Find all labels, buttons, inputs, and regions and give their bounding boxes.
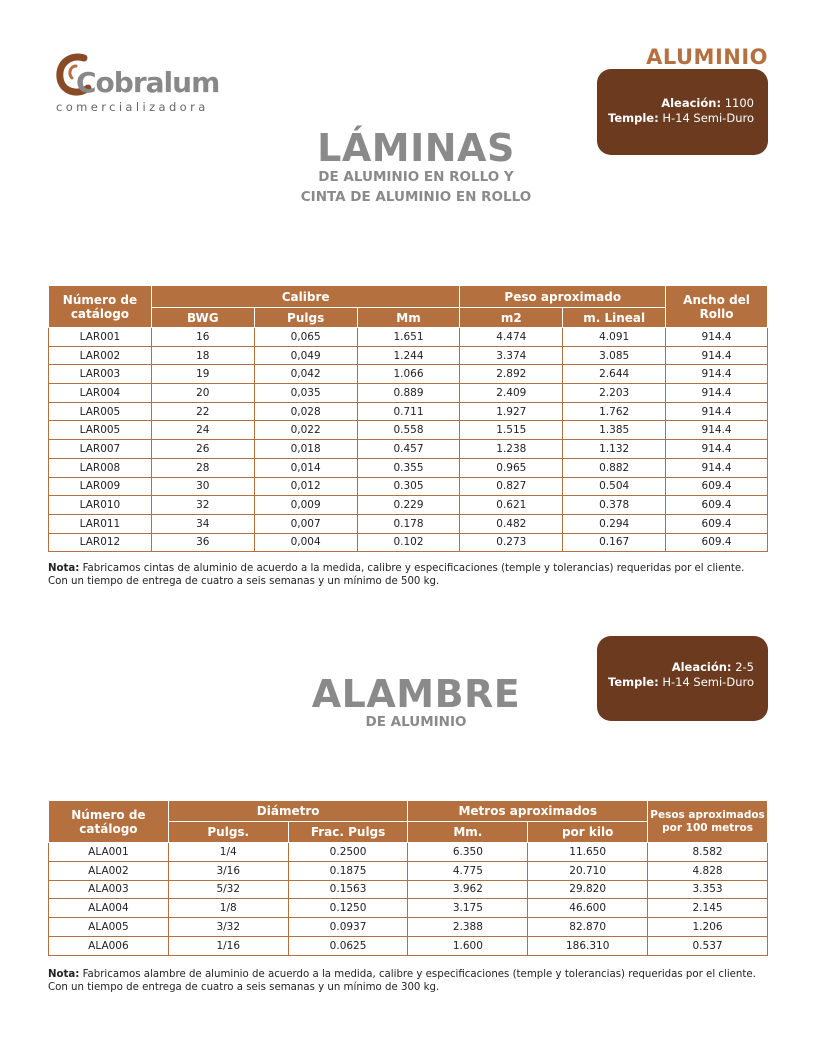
table-row (49, 477, 768, 496)
table-cell: 3.962 (408, 880, 528, 899)
table-cell: 0.102 (357, 533, 460, 552)
table-cell: 36 (151, 533, 254, 552)
table-cell: 1.132 (563, 440, 666, 459)
table-cell: 609.4 (666, 477, 768, 496)
col-header-catalog: Número de catálogo (49, 801, 169, 843)
table-cell: 5/32 (168, 880, 288, 899)
note-label: Nota: (48, 969, 80, 980)
table-cell: 32 (151, 496, 254, 515)
col-header-width: Ancho del Rollo (666, 286, 768, 328)
table-cell: 0.621 (460, 496, 563, 515)
table-cell: ALA003 (49, 880, 169, 899)
col-header-inches: Pulgs. (168, 822, 288, 843)
table-cell: 0.504 (563, 477, 666, 496)
alambre-note (48, 968, 778, 994)
table-row (49, 328, 768, 347)
table-cell: 3/32 (168, 918, 288, 937)
table-cell: LAR012 (49, 533, 152, 552)
table-row (49, 346, 768, 365)
table-cell: 0.305 (357, 477, 460, 496)
table-cell: 1.927 (460, 402, 563, 421)
temper-label: Temple: (608, 110, 659, 125)
col-header-inches: Pulgs (254, 308, 357, 328)
col-header-catalog: Número de catálogo (49, 286, 152, 328)
table-cell: 1.385 (563, 421, 666, 440)
table-cell: 0,022 (254, 421, 357, 440)
col-header-m2: m2 (460, 308, 563, 328)
table-cell: 3/16 (168, 861, 288, 880)
note-text-2: Con un tiempo de entrega de cuatro a seis semanas y un mínimo de 300 kg. (48, 982, 440, 993)
table-cell: 82.870 (528, 918, 648, 937)
table-cell: 609.4 (666, 533, 768, 552)
table-cell: 0.711 (357, 402, 460, 421)
table-cell: 0.0625 (288, 936, 408, 955)
table-cell: 1.238 (460, 440, 563, 459)
table-row (49, 918, 768, 937)
col-header-linear: m. Lineal (563, 308, 666, 328)
note-text-2: Con un tiempo de entrega de cuatro a seis semanas y un mínimo de 500 kg. (48, 576, 440, 587)
table-cell: 609.4 (666, 514, 768, 533)
table-row (49, 899, 768, 918)
table-cell: LAR010 (49, 496, 152, 515)
table-cell: 0.0937 (288, 918, 408, 937)
note-text-1: Fabricamos alambre de aluminio de acuerdo a la medida, calibre y especificaciones (temple y tolerancias) requeridas por el cliente. (82, 969, 756, 980)
table-cell: 4.828 (648, 861, 768, 880)
table-cell: 1.651 (357, 328, 460, 347)
table-row (49, 496, 768, 515)
table-cell: 28 (151, 458, 254, 477)
table-cell: 0,014 (254, 458, 357, 477)
laminas-subtitle-1: DE ALUMINIO EN ROLLO Y (318, 169, 514, 185)
table-cell: 0.294 (563, 514, 666, 533)
table-cell: 2.644 (563, 365, 666, 384)
table-cell: LAR011 (49, 514, 152, 533)
table-cell: 914.4 (666, 365, 768, 384)
table-cell: 0.2500 (288, 843, 408, 862)
table-cell: 186.310 (528, 936, 648, 955)
table-cell: 0,035 (254, 384, 357, 403)
table-cell: 2.388 (408, 918, 528, 937)
table-cell: ALA002 (49, 861, 169, 880)
logo-wordmark: Cobralum (76, 66, 220, 99)
table-cell: 4.474 (460, 328, 563, 347)
table-cell: 0,018 (254, 440, 357, 459)
table-cell: 19 (151, 365, 254, 384)
table-cell: LAR005 (49, 402, 152, 421)
table-cell: 1.600 (408, 936, 528, 955)
table-cell: LAR009 (49, 477, 152, 496)
table-cell: 1.244 (357, 346, 460, 365)
table-cell: LAR005 (49, 421, 152, 440)
table-cell: 914.4 (666, 346, 768, 365)
table-cell: 609.4 (666, 496, 768, 515)
table-row (49, 936, 768, 955)
table-cell: ALA005 (49, 918, 169, 937)
alloy-label: Aleación: (671, 660, 732, 674)
table-cell: 1/8 (168, 899, 288, 918)
table-cell: 0,042 (254, 365, 357, 384)
table-cell: 4.775 (408, 861, 528, 880)
temper-value: H-14 Semi-Duro (662, 110, 754, 125)
logo-tagline: comercializadora (56, 100, 209, 114)
table-cell: 0.178 (357, 514, 460, 533)
table-cell: 0,012 (254, 477, 357, 496)
table-cell: 0.167 (563, 533, 666, 552)
table-cell: 22 (151, 402, 254, 421)
col-header-diameter: Diámetro (168, 801, 408, 822)
col-header-mm: Mm. (408, 822, 528, 843)
table-cell: ALA004 (49, 899, 169, 918)
alambre-subtitle: DE ALUMINIO (365, 714, 467, 730)
laminas-title: LÁMINAS (317, 126, 515, 170)
table-cell: 0.355 (357, 458, 460, 477)
col-header-frac: Frac. Pulgs (288, 822, 408, 843)
temper-value: H-14 Semi-Duro (662, 674, 754, 689)
note-text-1: Fabricamos cintas de aluminio de acuerdo a la medida, calibre y especificaciones (temple y tolerancias) requeridas por el cliente. (82, 563, 745, 574)
temper-label: Temple: (608, 674, 659, 689)
alambre-table (48, 800, 768, 956)
col-header-meters: Metros aproximados (408, 801, 648, 822)
col-header-gauge: Calibre (151, 286, 460, 308)
table-cell: 0.1875 (288, 861, 408, 880)
table-row (49, 365, 768, 384)
table-cell: 1.206 (648, 918, 768, 937)
table-cell: 16 (151, 328, 254, 347)
table-cell: 18 (151, 346, 254, 365)
alloy-label: Aleación: (661, 96, 722, 110)
table-cell: LAR003 (49, 365, 152, 384)
table-cell: ALA006 (49, 936, 169, 955)
table-cell: 0.1250 (288, 899, 408, 918)
table-row (49, 843, 768, 862)
table-cell: 20.710 (528, 861, 648, 880)
table-cell: 3.374 (460, 346, 563, 365)
table-row (49, 402, 768, 421)
table-row (49, 458, 768, 477)
table-row (49, 861, 768, 880)
laminas-subtitle-2: CINTA DE ALUMINIO EN ROLLO (300, 189, 532, 205)
table-cell: 914.4 (666, 458, 768, 477)
table-cell: 0.889 (357, 384, 460, 403)
company-logo (54, 52, 224, 118)
table-cell: 0,049 (254, 346, 357, 365)
table-cell: 1.762 (563, 402, 666, 421)
table-cell: 1.515 (460, 421, 563, 440)
table-cell: 0.229 (357, 496, 460, 515)
table-cell: 24 (151, 421, 254, 440)
table-row (49, 533, 768, 552)
table-row (49, 440, 768, 459)
table-cell: LAR007 (49, 440, 152, 459)
alloy-value: 1100 (724, 96, 754, 110)
table-cell: 0,009 (254, 496, 357, 515)
table-cell: 0,007 (254, 514, 357, 533)
table-cell: 26 (151, 440, 254, 459)
table-cell: 34 (151, 514, 254, 533)
table-cell: 0.378 (563, 496, 666, 515)
table-cell: 3.353 (648, 880, 768, 899)
table-row (49, 880, 768, 899)
table-cell: 6.350 (408, 843, 528, 862)
alambre-title: ALAMBRE (311, 672, 521, 716)
alloy-value: 2-5 (735, 660, 754, 674)
table-cell: 8.582 (648, 843, 768, 862)
table-cell: 46.600 (528, 899, 648, 918)
table-cell: LAR008 (49, 458, 152, 477)
table-cell: 0.558 (357, 421, 460, 440)
table-cell: 1/16 (168, 936, 288, 955)
table-cell: 0,065 (254, 328, 357, 347)
table-cell: 0.273 (460, 533, 563, 552)
table-cell: 1.066 (357, 365, 460, 384)
table-cell: 1/4 (168, 843, 288, 862)
table-cell: 2.409 (460, 384, 563, 403)
col-header-per-kilo: por kilo (528, 822, 648, 843)
table-cell: 0.882 (563, 458, 666, 477)
table-cell: ALA001 (49, 843, 169, 862)
table-cell: 2.203 (563, 384, 666, 403)
table-cell: 0.457 (357, 440, 460, 459)
table-cell: 914.4 (666, 421, 768, 440)
table-cell: LAR004 (49, 384, 152, 403)
table-cell: 914.4 (666, 402, 768, 421)
table-cell: 20 (151, 384, 254, 403)
table-cell: 914.4 (666, 384, 768, 403)
col-header-weight: Peso aproximado (460, 286, 666, 308)
table-cell: 914.4 (666, 440, 768, 459)
table-cell: LAR001 (49, 328, 152, 347)
table-cell: 0,004 (254, 533, 357, 552)
note-label: Nota: (48, 563, 80, 574)
category-heading: ALUMINIO (646, 45, 768, 69)
table-cell: 2.145 (648, 899, 768, 918)
table-cell: 3.085 (563, 346, 666, 365)
table-cell: 0,028 (254, 402, 357, 421)
col-header-mm: Mm (357, 308, 460, 328)
table-row (49, 514, 768, 533)
table-cell: 914.4 (666, 328, 768, 347)
laminas-table (48, 285, 768, 552)
table-cell: 2.892 (460, 365, 563, 384)
table-row (49, 384, 768, 403)
table-cell: LAR002 (49, 346, 152, 365)
table-cell: 0.827 (460, 477, 563, 496)
col-header-bwg: BWG (151, 308, 254, 328)
table-cell: 3.175 (408, 899, 528, 918)
table-cell: 0.965 (460, 458, 563, 477)
table-cell: 4.091 (563, 328, 666, 347)
table-cell: 0.537 (648, 936, 768, 955)
table-cell: 0.482 (460, 514, 563, 533)
table-cell: 30 (151, 477, 254, 496)
table-cell: 29.820 (528, 880, 648, 899)
table-cell: 11.650 (528, 843, 648, 862)
table-cell: 0.1563 (288, 880, 408, 899)
col-header-weights: Pesos aproximados por 100 metros (648, 801, 768, 843)
laminas-note (48, 562, 778, 588)
table-row (49, 421, 768, 440)
